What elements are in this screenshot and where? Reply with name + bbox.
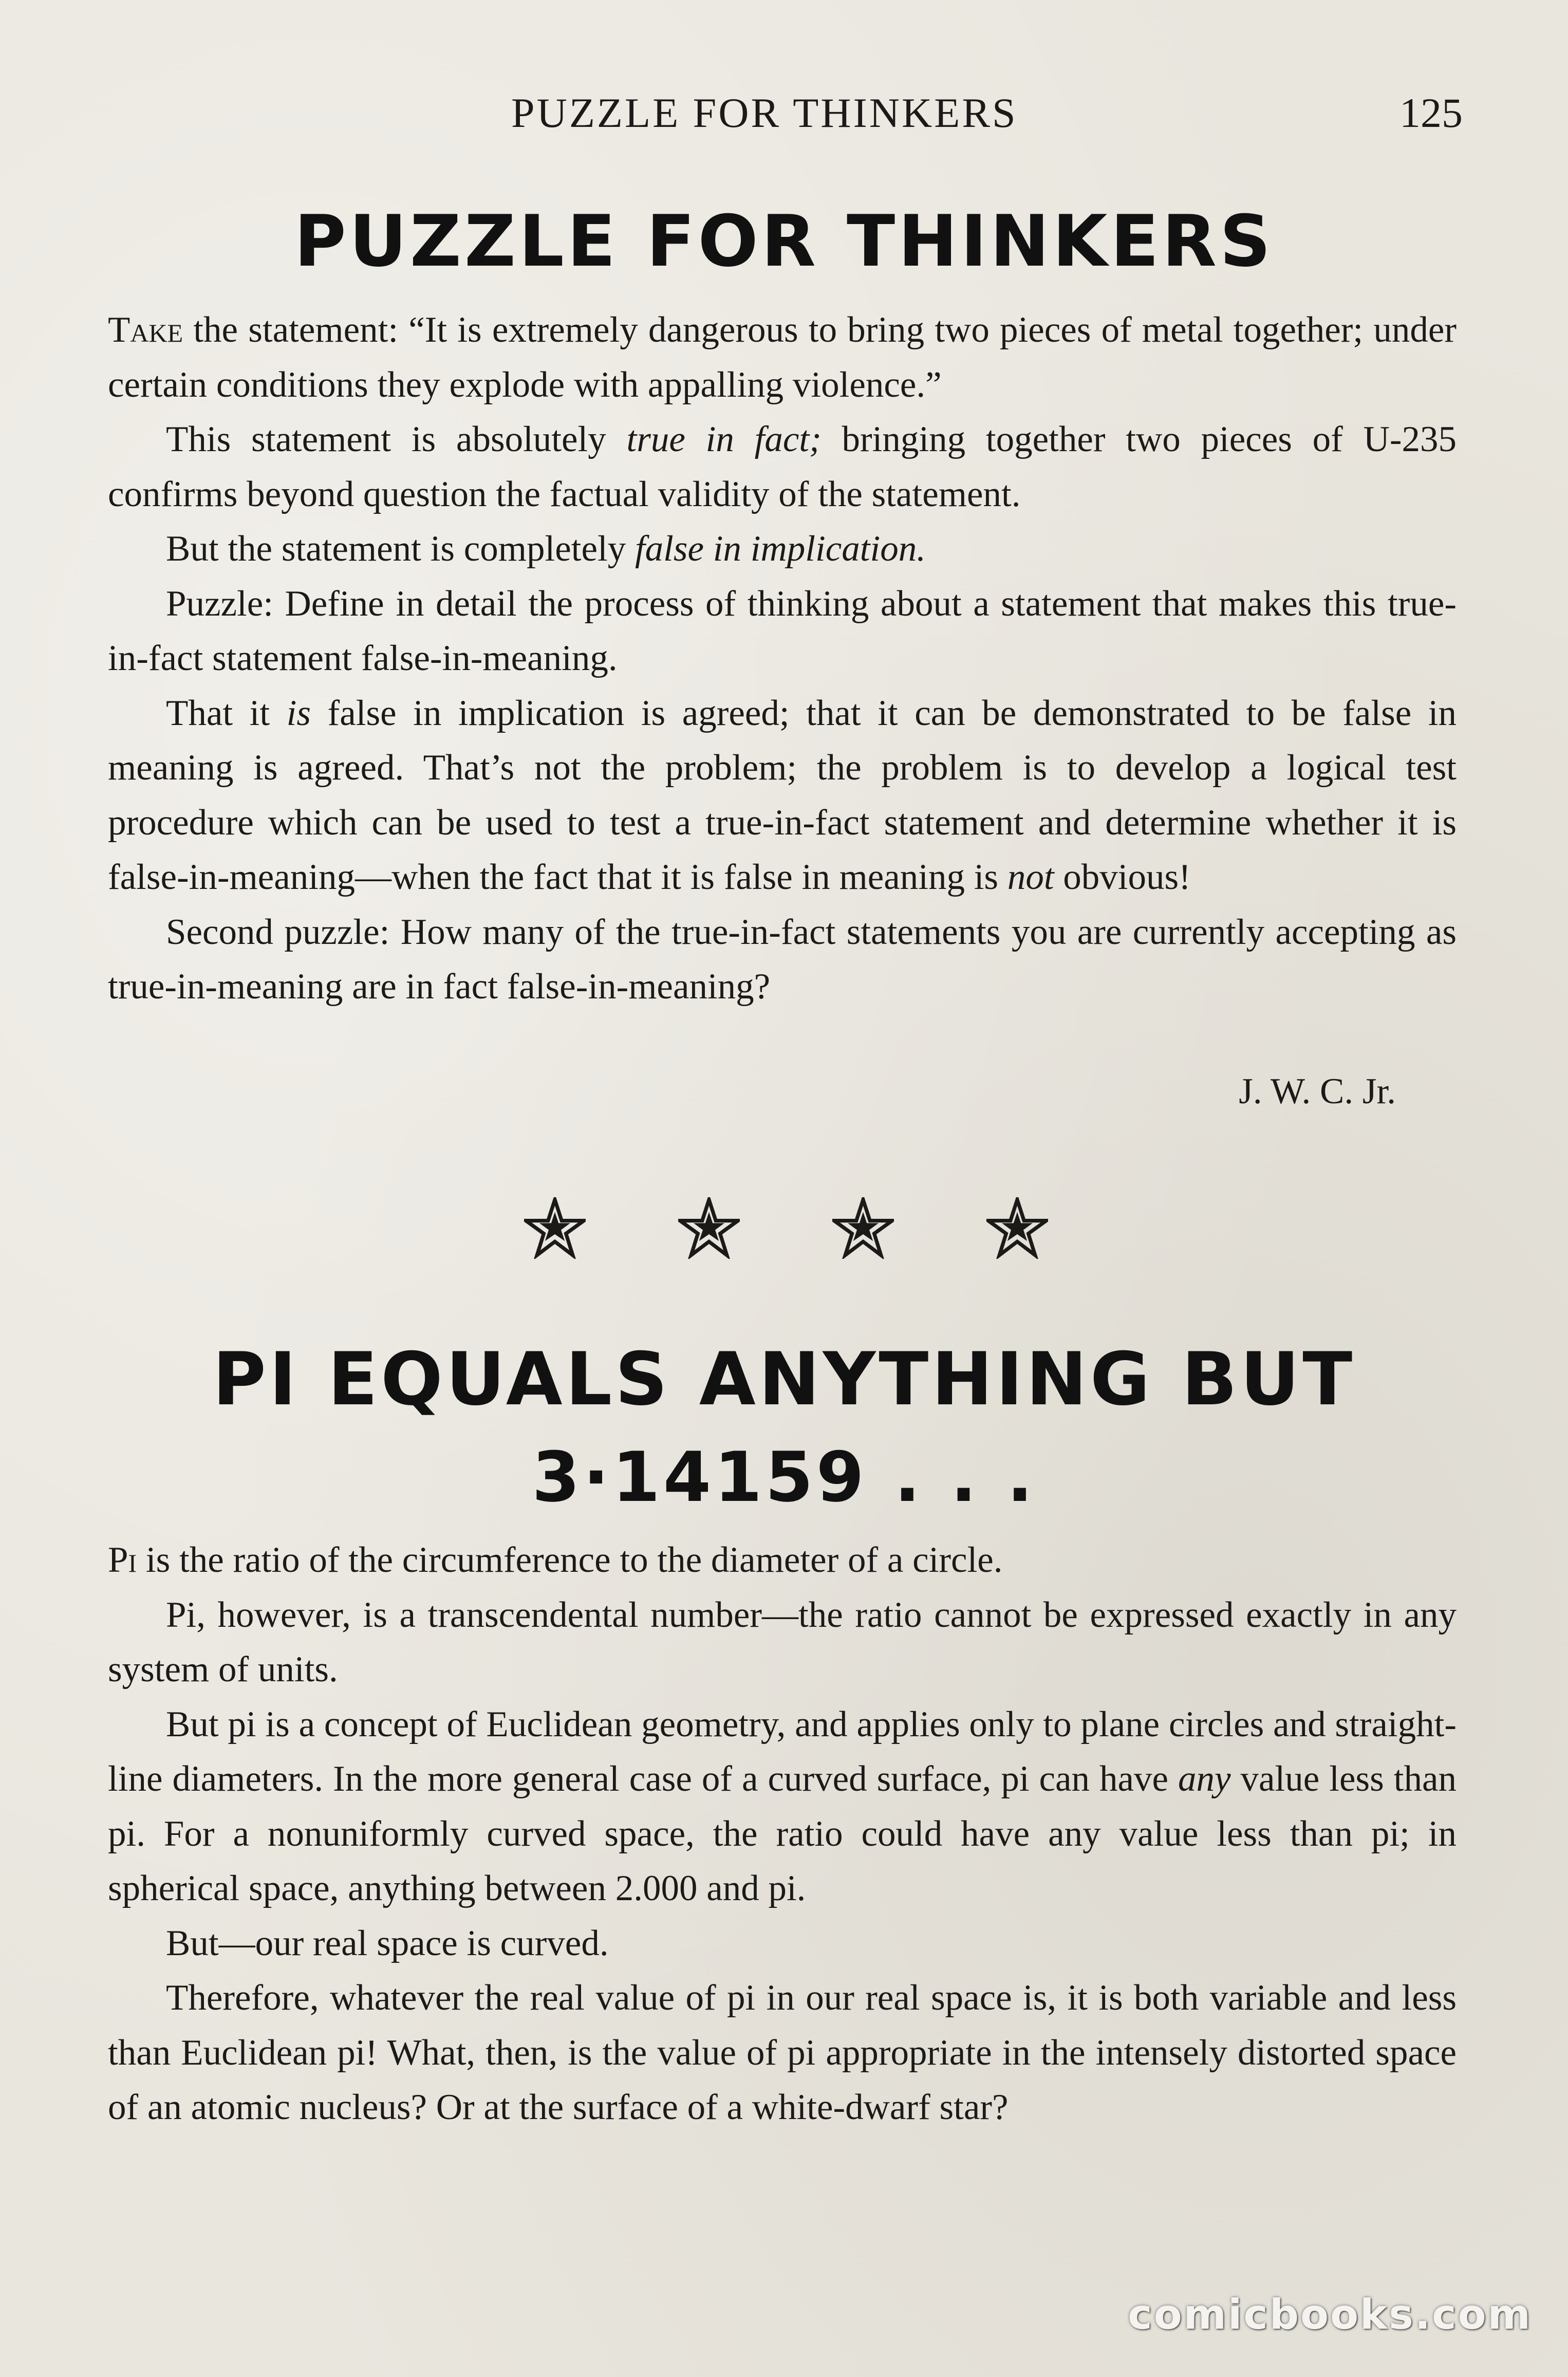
star-icon [986, 1197, 1048, 1259]
article-1-lead-word: Take [108, 310, 183, 350]
article-2-paragraph-4: But—our real space is curved. [166, 1923, 609, 1963]
running-head-title: PUZZLE FOR THINKERS [511, 89, 1018, 136]
article-1-paragraph-4: Puzzle: Define in detail the process of thinking about a statement that makes this true-in-fact statement false-in-meaning. [108, 583, 1457, 678]
article-1-paragraph-6: Second puzzle: How many of the true-in-fact statements you are currently accepting as true-in-meaning are in fact false-in-meaning? [108, 912, 1457, 1007]
article-1-paragraph-5-emphasis-2: not [1007, 857, 1054, 897]
article-1-paragraph-5-text-b: false in implication is agreed; that it can be demonstrated to be false in meaning is agreed. That’s not the problem; the problem is to develop a logical test procedure which can be used to test a true-in-fact statement and determine whether it is false-in-meaning—when the fact that it is false in meaning is [108, 693, 1457, 897]
article-2-paragraph-5: Therefore, whatever the real value of pi in our real space is, it is both variable and less than Euclidean pi! What, then, is the value of pi appropriate in the intensely distorted space of an atomic nucleus? Or at the surface of a white-dwarf star? [108, 1978, 1457, 2127]
page-number: 125 [1399, 89, 1463, 136]
article-1-paragraph-3-emphasis: false in implication. [634, 529, 926, 569]
article-1-paragraph-1-text: the statement: “It is extremely dangerous to bring two pieces of metal together; under certain conditions they explode with appalling violence.” [108, 310, 1457, 405]
article-1-paragraph-5-text-a: That it [166, 693, 287, 733]
watermark: comicbooks.com [1128, 2291, 1532, 2338]
article-2-paragraph-3-emphasis: any [1178, 1759, 1231, 1799]
article-2-paragraph-2: Pi, however, is a transcendental number—the ratio cannot be expressed exactly in any system of units. [108, 1594, 1457, 1689]
article-1-paragraph-3-text: But the statement is completely [166, 529, 635, 569]
article-2-paragraph-3-text-a: But pi is a concept of Euclidean geometry, and applies only to plane circles and straight-line diameters. In the more general case of a curved surface, pi can have [108, 1704, 1457, 1799]
article-1-paragraph-1 [108, 303, 1457, 412]
article-2-paragraph-1-text: is the ratio of the circumference to the diameter of a circle. [137, 1540, 1003, 1580]
star-icon [678, 1197, 740, 1259]
article-2-paragraph-1 [108, 1533, 1457, 1588]
article-2-body [108, 1533, 1457, 2135]
article-2-paragraph-3 [108, 1697, 1457, 1916]
article-1-paragraph-5-emphasis-1: is [286, 693, 311, 733]
article-1-paragraph-5 [108, 686, 1457, 905]
article-1-paragraph-5-text-c: obvious! [1054, 857, 1191, 897]
article-2-lead-word: Pi [108, 1540, 137, 1580]
article-2-heading-line-1: PI EQUALS ANYTHING BUT [212, 1337, 1356, 1422]
star-icon [524, 1197, 586, 1259]
article-1-body [108, 303, 1457, 1014]
star-icon [832, 1197, 894, 1259]
article-1-paragraph-2-emphasis: true in fact; [626, 419, 822, 459]
article-1-paragraph-2-text-b: bringing together two pieces of U-235 confirms beyond question the factual validity of the statement. [108, 419, 1457, 514]
article-1-paragraph-2-text-a: This statement is absolutely [166, 419, 627, 459]
article-2-heading-line-2: 3·14159 . . . [532, 1437, 1036, 1517]
author-signature: J. W. C. Jr. [1239, 1071, 1396, 1111]
article-1-heading: PUZZLE FOR THINKERS [294, 200, 1274, 283]
article-2-paragraph-3-text-b: value less than pi. For a nonuniformly curved space, the ratio could have any value less than pi; in spherical space, anything between 2.000 and pi. [108, 1759, 1457, 1908]
running-head [0, 85, 1568, 141]
article-1-paragraph-2 [108, 412, 1457, 522]
star-separator [0, 1197, 1568, 1269]
article-1-paragraph-3 [108, 522, 1457, 577]
